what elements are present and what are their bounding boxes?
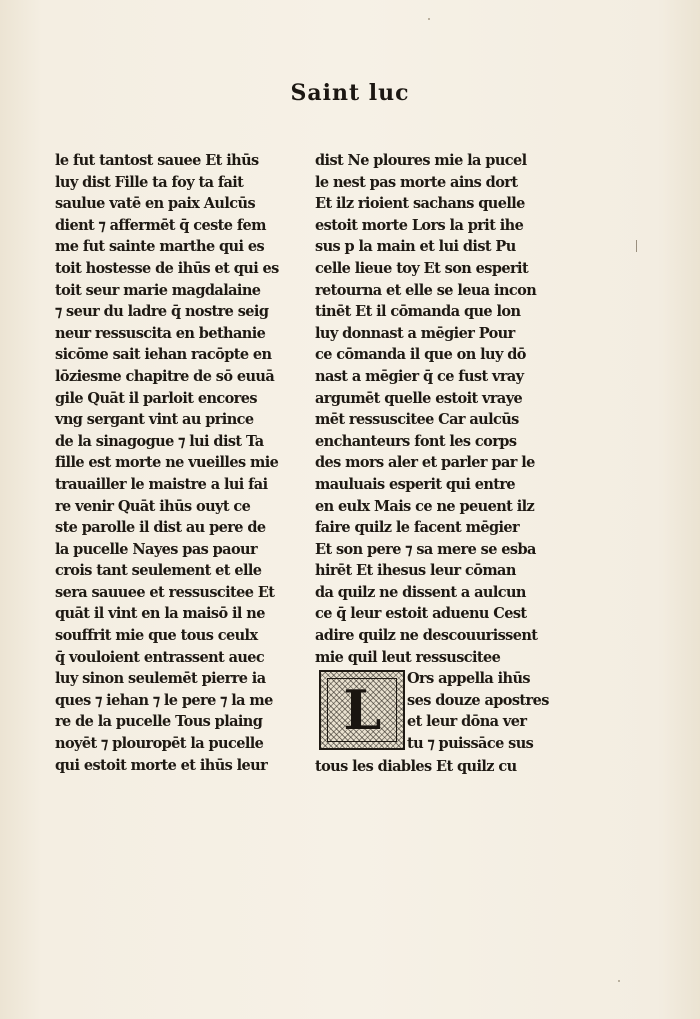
- text-line: neur ressuscita en bethanie: [55, 324, 266, 342]
- text-line: tous les diables Et quilz cu: [315, 758, 517, 776]
- text-line: vng sergant vint au prince: [55, 411, 254, 429]
- text-line: toit seur marie magdalaine: [55, 281, 261, 299]
- text-line: hirēt Et ihesus leur cōman: [315, 562, 516, 580]
- text-line: enchanteurs font les corps: [315, 432, 517, 450]
- text-line: ⁊ seur du ladre q̄ nostre seig: [55, 303, 269, 321]
- text-line: souffrit mie que tous ceulx: [55, 627, 258, 645]
- text-line: sauluе vatē en paix Aulcūs: [55, 195, 256, 213]
- text-line: faire quilz le facent mēgier: [315, 519, 520, 537]
- text-line: dient ⁊ affermēt q̄ ceste fem: [55, 216, 266, 234]
- text-line: quāt il vint en la maisō il ne: [55, 605, 265, 623]
- text-line: sicōme sait iehan racōpte en: [55, 346, 272, 364]
- text-line: ses douze apostres: [407, 691, 549, 709]
- text-line: crois tant seulement et elle: [55, 562, 262, 580]
- text-line: da quilz ne dissent a aulcun: [315, 583, 526, 601]
- left-column: [55, 150, 280, 776]
- text-line: gile Quāt il parloit encores: [55, 389, 257, 407]
- text-line: de la sinagogue ⁊ lui dist Ta: [55, 432, 264, 450]
- text-line: noyēt ⁊ plouropēt la pucelle: [55, 735, 264, 753]
- text-line: re venir Quāt ihūs ouyt ce: [55, 497, 251, 515]
- text-line: trauailler le maistre a lui fai: [55, 475, 268, 493]
- text-line: dist Ne ploures mie la pucel: [315, 152, 527, 169]
- paper-speck: [618, 980, 620, 982]
- text-line: q̄ vouloient entrassent auec: [55, 648, 265, 666]
- text-line: me fut sainte marthe qui es: [55, 238, 265, 256]
- text-line: luy sinon seulemēt pierre ia: [55, 670, 266, 688]
- text-line: Ors appella ihūs: [407, 670, 530, 688]
- woodcut-frame: [327, 678, 397, 742]
- text-line: tinēt Et il cōmanda que lon: [315, 303, 521, 321]
- initial-adjacent-lines: [407, 668, 557, 754]
- text-line: nast a mēgier q̄ ce fust vray: [315, 367, 524, 385]
- text-line: adire quilz ne descouurissent: [315, 627, 538, 645]
- text-line: Et son pere ⁊ sa mere se esba: [315, 540, 536, 558]
- text-line: lōziesme chapitre de sō euuā: [55, 367, 275, 385]
- right-column-bottom-text: [315, 756, 540, 778]
- text-line: des mors aler et parler par le: [315, 454, 535, 472]
- text-line: ce cōmanda il que on luy dō: [315, 346, 526, 364]
- text-line: tu ⁊ puissāce sus: [407, 735, 534, 753]
- paper-speck: [428, 18, 430, 20]
- margin-mark: [636, 240, 637, 252]
- right-column: [315, 150, 549, 778]
- text-line: ste parolle il dist au pere de: [55, 519, 266, 537]
- text-line: celle lieue toy Et son esperit: [315, 259, 529, 277]
- text-line: ce q̄ leur estoit aduenu Cest: [315, 605, 527, 623]
- text-line: retourna et elle se leua incon: [315, 281, 537, 299]
- text-line: mauluais esperit qui entre: [315, 475, 516, 493]
- text-line: luy dist Fille ta foy ta fait: [55, 173, 244, 191]
- text-line: re de la pucelle Tous plaing: [55, 713, 263, 731]
- text-line: toit hostesse de ihūs et qui es: [55, 259, 279, 277]
- right-column-top-text: [315, 150, 540, 668]
- initial-block: [315, 668, 549, 756]
- text-line: le fut tantost sauee Et ihūs: [55, 152, 259, 169]
- text-line: en eulx Mais ce ne peuent ilz: [315, 497, 535, 515]
- text-line: ques ⁊ iehan ⁊ le pere ⁊ la me: [55, 691, 273, 709]
- woodcut-initial: [319, 670, 405, 750]
- text-line: sus p la main et lui dist Pu: [315, 238, 516, 256]
- text-line: et leur dōna ver: [407, 713, 527, 731]
- text-line: sera sauuee et ressuscitee Et: [55, 583, 275, 601]
- text-line: mēt ressuscitee Car aulcūs: [315, 411, 519, 429]
- text-line: fille est morte ne vueilles mie: [55, 454, 279, 472]
- text-line: argumēt quelle estoit vraye: [315, 389, 523, 407]
- text-line: mie quil leut ressuscitee: [315, 648, 501, 666]
- text-line: Et ilz rioient sachans quelle: [315, 195, 525, 213]
- text-line: la pucelle Nayes pas paour: [55, 540, 258, 558]
- running-head: Saint luc: [290, 80, 410, 106]
- decorated-initial-letter: L: [343, 678, 381, 743]
- text-line: qui estoit morte et ihūs leur: [55, 756, 268, 774]
- text-line: le nest pas morte ains dort: [315, 173, 518, 191]
- text-line: luy donnast a mēgier Pour: [315, 324, 515, 342]
- text-line: estoit morte Lors la prit ihe: [315, 216, 524, 234]
